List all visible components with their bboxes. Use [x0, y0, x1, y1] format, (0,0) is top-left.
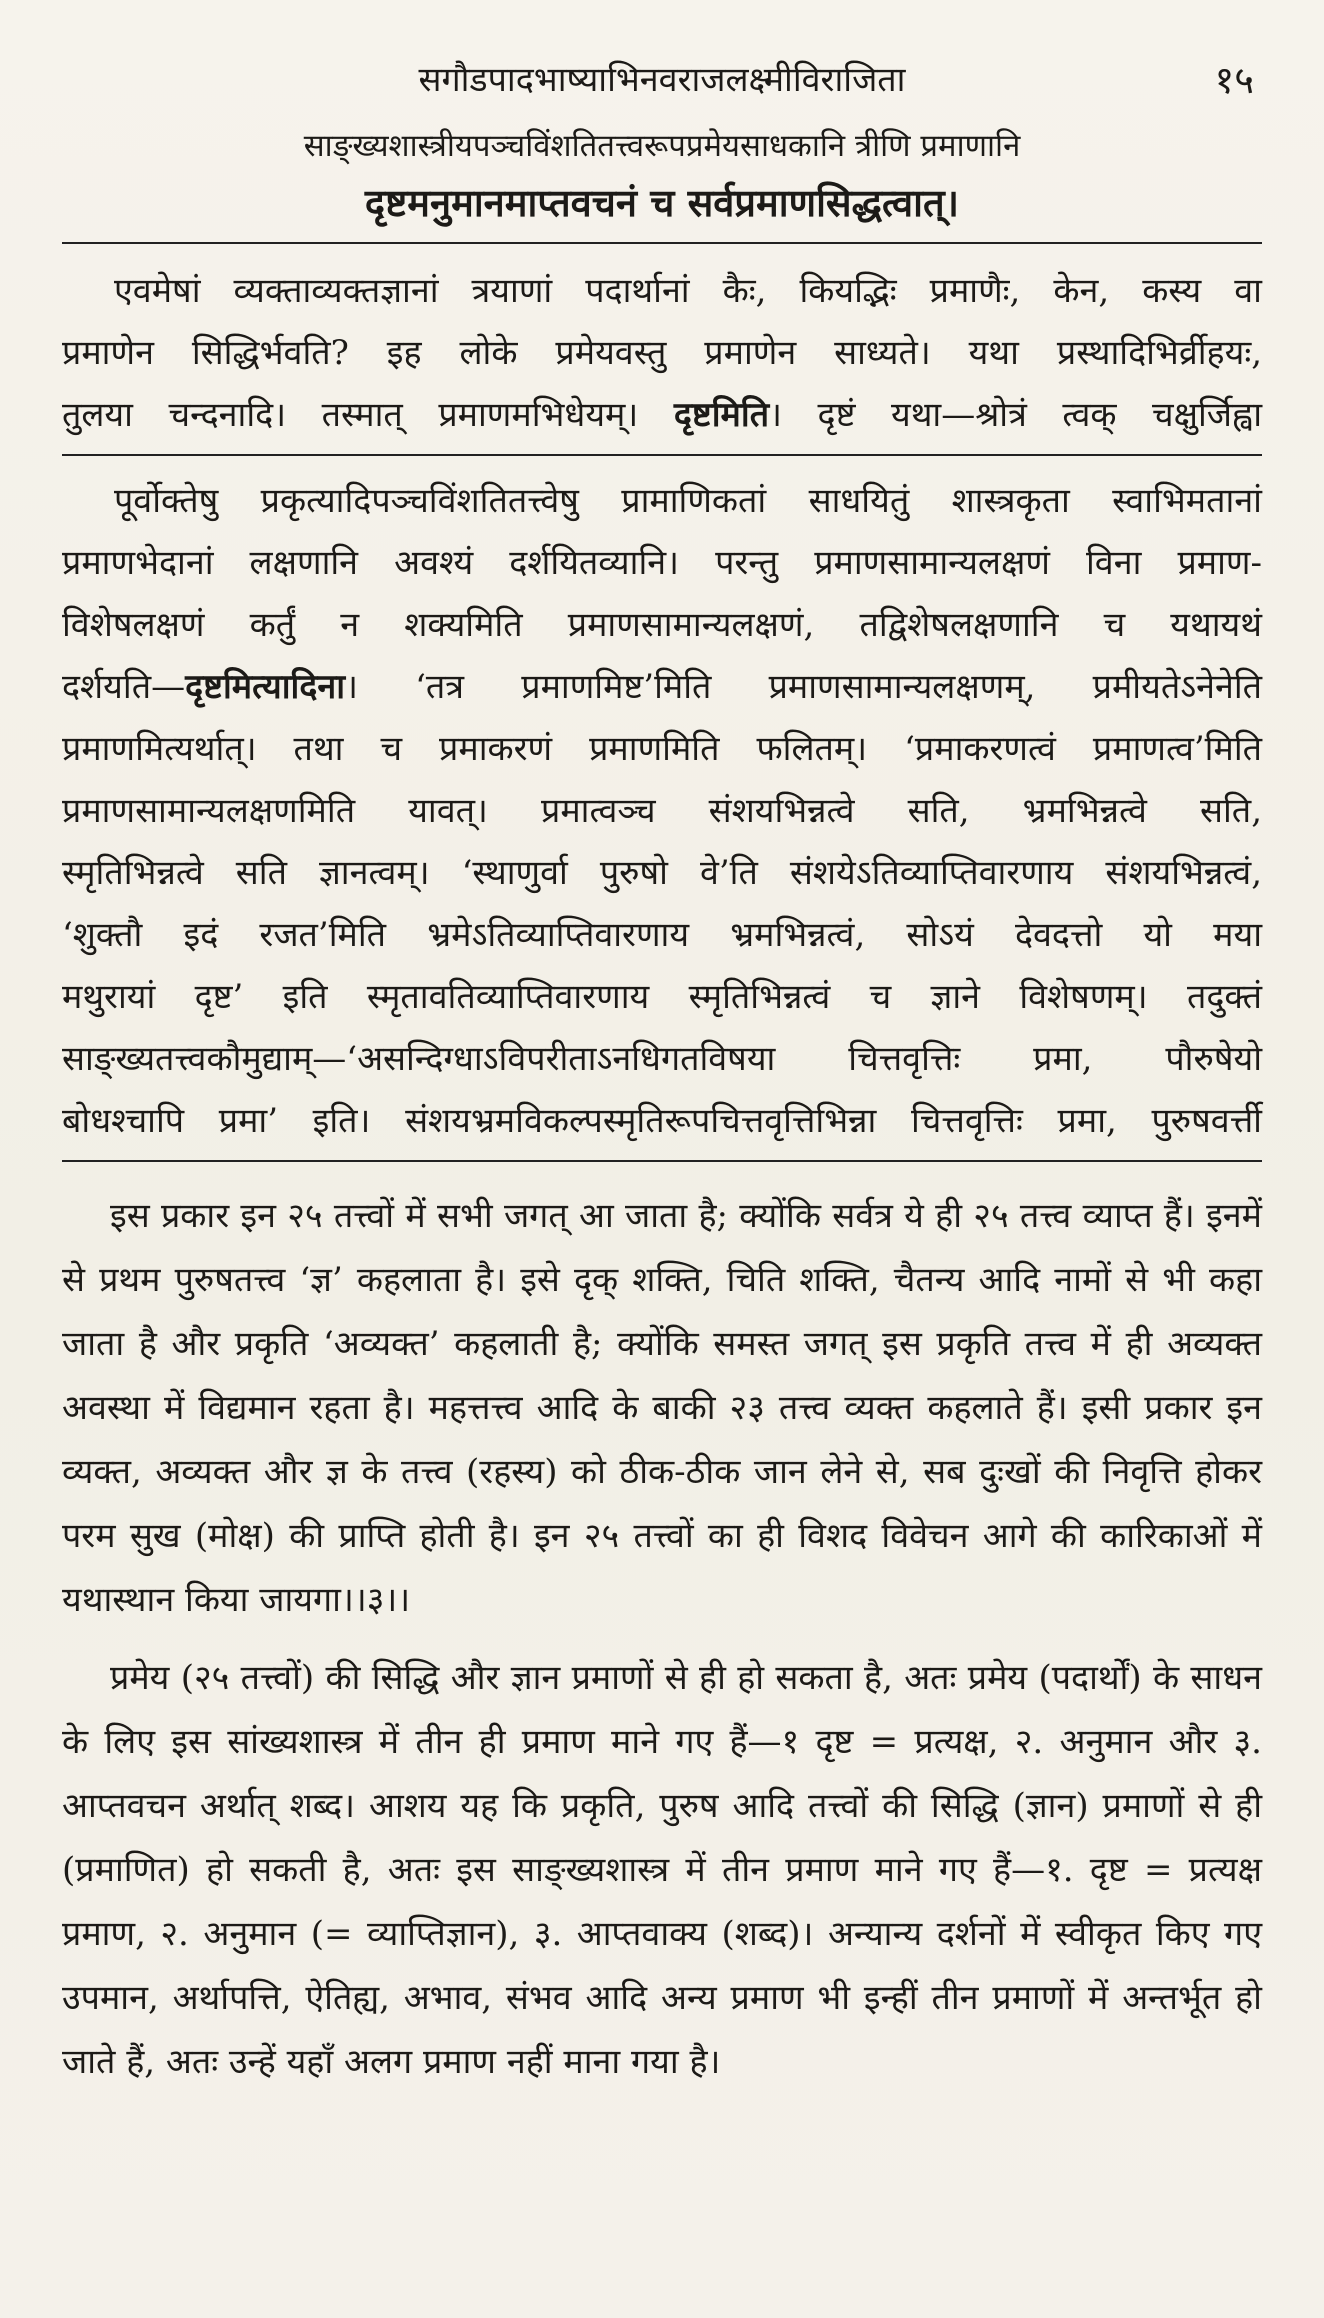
text-line: साङ्ख्यतत्त्वकौमुद्याम्—‘असन्दिग्धाऽविपरीताऽनधिगतविषया चित्तवृत्तिः प्रमा, पौरुषेयो	[62, 1039, 1262, 1079]
karika-verse: दृष्टमनुमानमाप्तवचनं च सर्वप्रमाणसिद्धत्वात्।	[364, 180, 960, 225]
running-title: सगौडपादभाष्याभिनवराजलक्ष्मीविराजिता	[418, 60, 906, 100]
text-line: दर्शयति—दृष्टमित्यादिना। ‘तत्र प्रमाणमिष्ट’मिति प्रमाणसामान्यलक्षणम्, प्रमीयतेऽनेनेति	[62, 667, 1262, 707]
text-line: विशेषलक्षणं कर्तुं न शक्यमिति प्रमाणसामान्यलक्षणं, तद्विशेषलक्षणानि च यथायथं	[62, 605, 1262, 645]
text-line: प्रमाणभेदानां लक्षणानि अवश्यं दर्शयितव्यानि। परन्तु प्रमाणसामान्यलक्षणं विना प्रमाण-	[62, 543, 1262, 583]
bold-term: दृष्टमिति	[673, 395, 770, 435]
abhinava-commentary	[62, 470, 1262, 1152]
text-line: प्रमाणसामान्यलक्षणमिति यावत्। प्रमात्वञ्च संशयभिन्नत्वे सति, भ्रमभिन्नत्वे सति,	[62, 791, 1262, 831]
section-subheading: साङ्ख्यशास्त्रीयपञ्चविंशतितत्त्वरूपप्रमेयसाधकानि त्रीणि प्रमाणानि	[303, 128, 1021, 164]
page-number: १५	[1214, 58, 1254, 102]
text-line: प्रमाणमित्यर्थात्। तथा च प्रमाकरणं प्रमाणमिति फलितम्। ‘प्रमाकरणत्वं प्रमाणत्व’मिति	[62, 729, 1262, 769]
text-line: एवमेषां व्यक्ताव्यक्तज्ञानां त्रयाणां पदार्थानां कैः, कियद्भिः प्रमाणैः, केन, कस्य वा	[114, 271, 1262, 311]
hindi-paragraph: प्रमेय (२५ तत्त्वों) की सिद्धि और ज्ञान प्रमाणों से ही हो सकता है, अतः प्रमेय (पदार्थों) के साधन के लिए इस सांख्यशास्त्र में तीन ही प्रमाण माने गए हैं—१ दृष्ट = प्रत्यक्ष, २. अनुमान और ३. आप्तवचन अर्थात् शब्द। आशय यह कि प्रकृति, पुरुष आदि तत्त्वों की सिद्धि (ज्ञान) प्रमाणों से ही (प्रमाणित) हो सकती है, अतः इस साङ्ख्यशास्त्र में तीन प्रमाण माने गए हैं—१. दृष्ट = प्रत्यक्ष प्रमाण, २. अनुमान (= व्याप्तिज्ञान), ३. आप्तवाक्य (शब्द)। अन्यान्य दर्शनों में स्वीकृत किए गए उपमान, अर्थापत्ति, ऐतिह्य, अभाव, संभव आदि अन्य प्रमाण भी इन्हीं तीन प्रमाणों में अन्तर्भूत हो जाते हैं, अतः उन्हें यहाँ अलग प्रमाण नहीं माना गया है।	[62, 1658, 1262, 2082]
text-line: स्मृतिभिन्नत्वे सति ज्ञानत्वम्। ‘स्थाणुर्वा पुरुषो वे’ति संशयेऽतिव्याप्तिवारणाय संशयभिन्नत्वं,	[62, 853, 1262, 893]
gaudapada-commentary	[62, 260, 1262, 446]
text-line: मथुरायां दृष्ट’ इति स्मृतावतिव्याप्तिवारणाय स्मृतिभिन्नत्वं च ज्ञाने विशेषणम्। तदुक्तं	[62, 977, 1262, 1017]
hindi-explanation	[62, 1184, 1262, 2094]
divider	[62, 242, 1262, 244]
running-header	[62, 48, 1262, 112]
text-line: पूर्वोक्तेषु प्रकृत्यादिपञ्चविंशतितत्त्वेषु प्रामाणिकतां साधयितुं शास्त्रकृता स्वाभिमतानां	[114, 481, 1262, 521]
text-line: प्रमाणेन सिद्धिर्भवति? इह लोके प्रमेयवस्तु प्रमाणेन साध्यते। यथा प्रस्थादिभिर्व्रीहयः,	[62, 333, 1262, 373]
hindi-paragraph: इस प्रकार इन २५ तत्त्वों में सभी जगत् आ जाता है; क्योंकि सर्वत्र ये ही २५ तत्त्व व्याप्त हैं। इनमें से प्रथम पुरुषतत्त्व ‘ज्ञ’ कहलाता है। इसे दृक् शक्ति, चिति शक्ति, चैतन्य आदि नामों से भी कहा जाता है और प्रकृति ‘अव्यक्त’ कहलाती है; क्योंकि समस्त जगत् इस प्रकृति तत्त्व में ही अव्यक्त अवस्था में विद्यमान रहता है। महत्तत्त्व आदि के बाकी २३ तत्त्व व्यक्त कहलाते हैं। इसी प्रकार इन व्यक्त, अव्यक्त और ज्ञ के तत्त्व (रहस्य) को ठीक-ठीक जान लेने से, सब दुःखों की निवृत्ति होकर परम सुख (मोक्ष) की प्राप्ति होती है। इन २५ तत्त्वों का ही विशद विवेचन आगे की कारिकाओं में यथास्थान किया जायगा।।३।।	[62, 1196, 1262, 1620]
bold-term: दृष्टमित्यादिना	[185, 667, 346, 707]
text-line: बोधश्चापि प्रमा’ इति। संशयभ्रमविकल्पस्मृतिरूपचित्तवृत्तिभिन्ना चित्तवृत्तिः प्रमा, पुरुषवर्त्ती	[62, 1101, 1262, 1141]
text-line: तुलया चन्दनादि। तस्मात् प्रमाणमभिधेयम्। दृष्टमिति। दृष्टं यथा—श्रोत्रं त्वक् चक्षुर्जिह्वा	[62, 395, 1263, 435]
divider	[62, 454, 1262, 456]
divider	[62, 1160, 1262, 1162]
text-line: ‘शुक्तौ इदं रजत’मिति भ्रमेऽतिव्याप्तिवारणाय भ्रमभिन्नत्वं, सोऽयं देवदत्तो यो मया	[62, 915, 1262, 955]
